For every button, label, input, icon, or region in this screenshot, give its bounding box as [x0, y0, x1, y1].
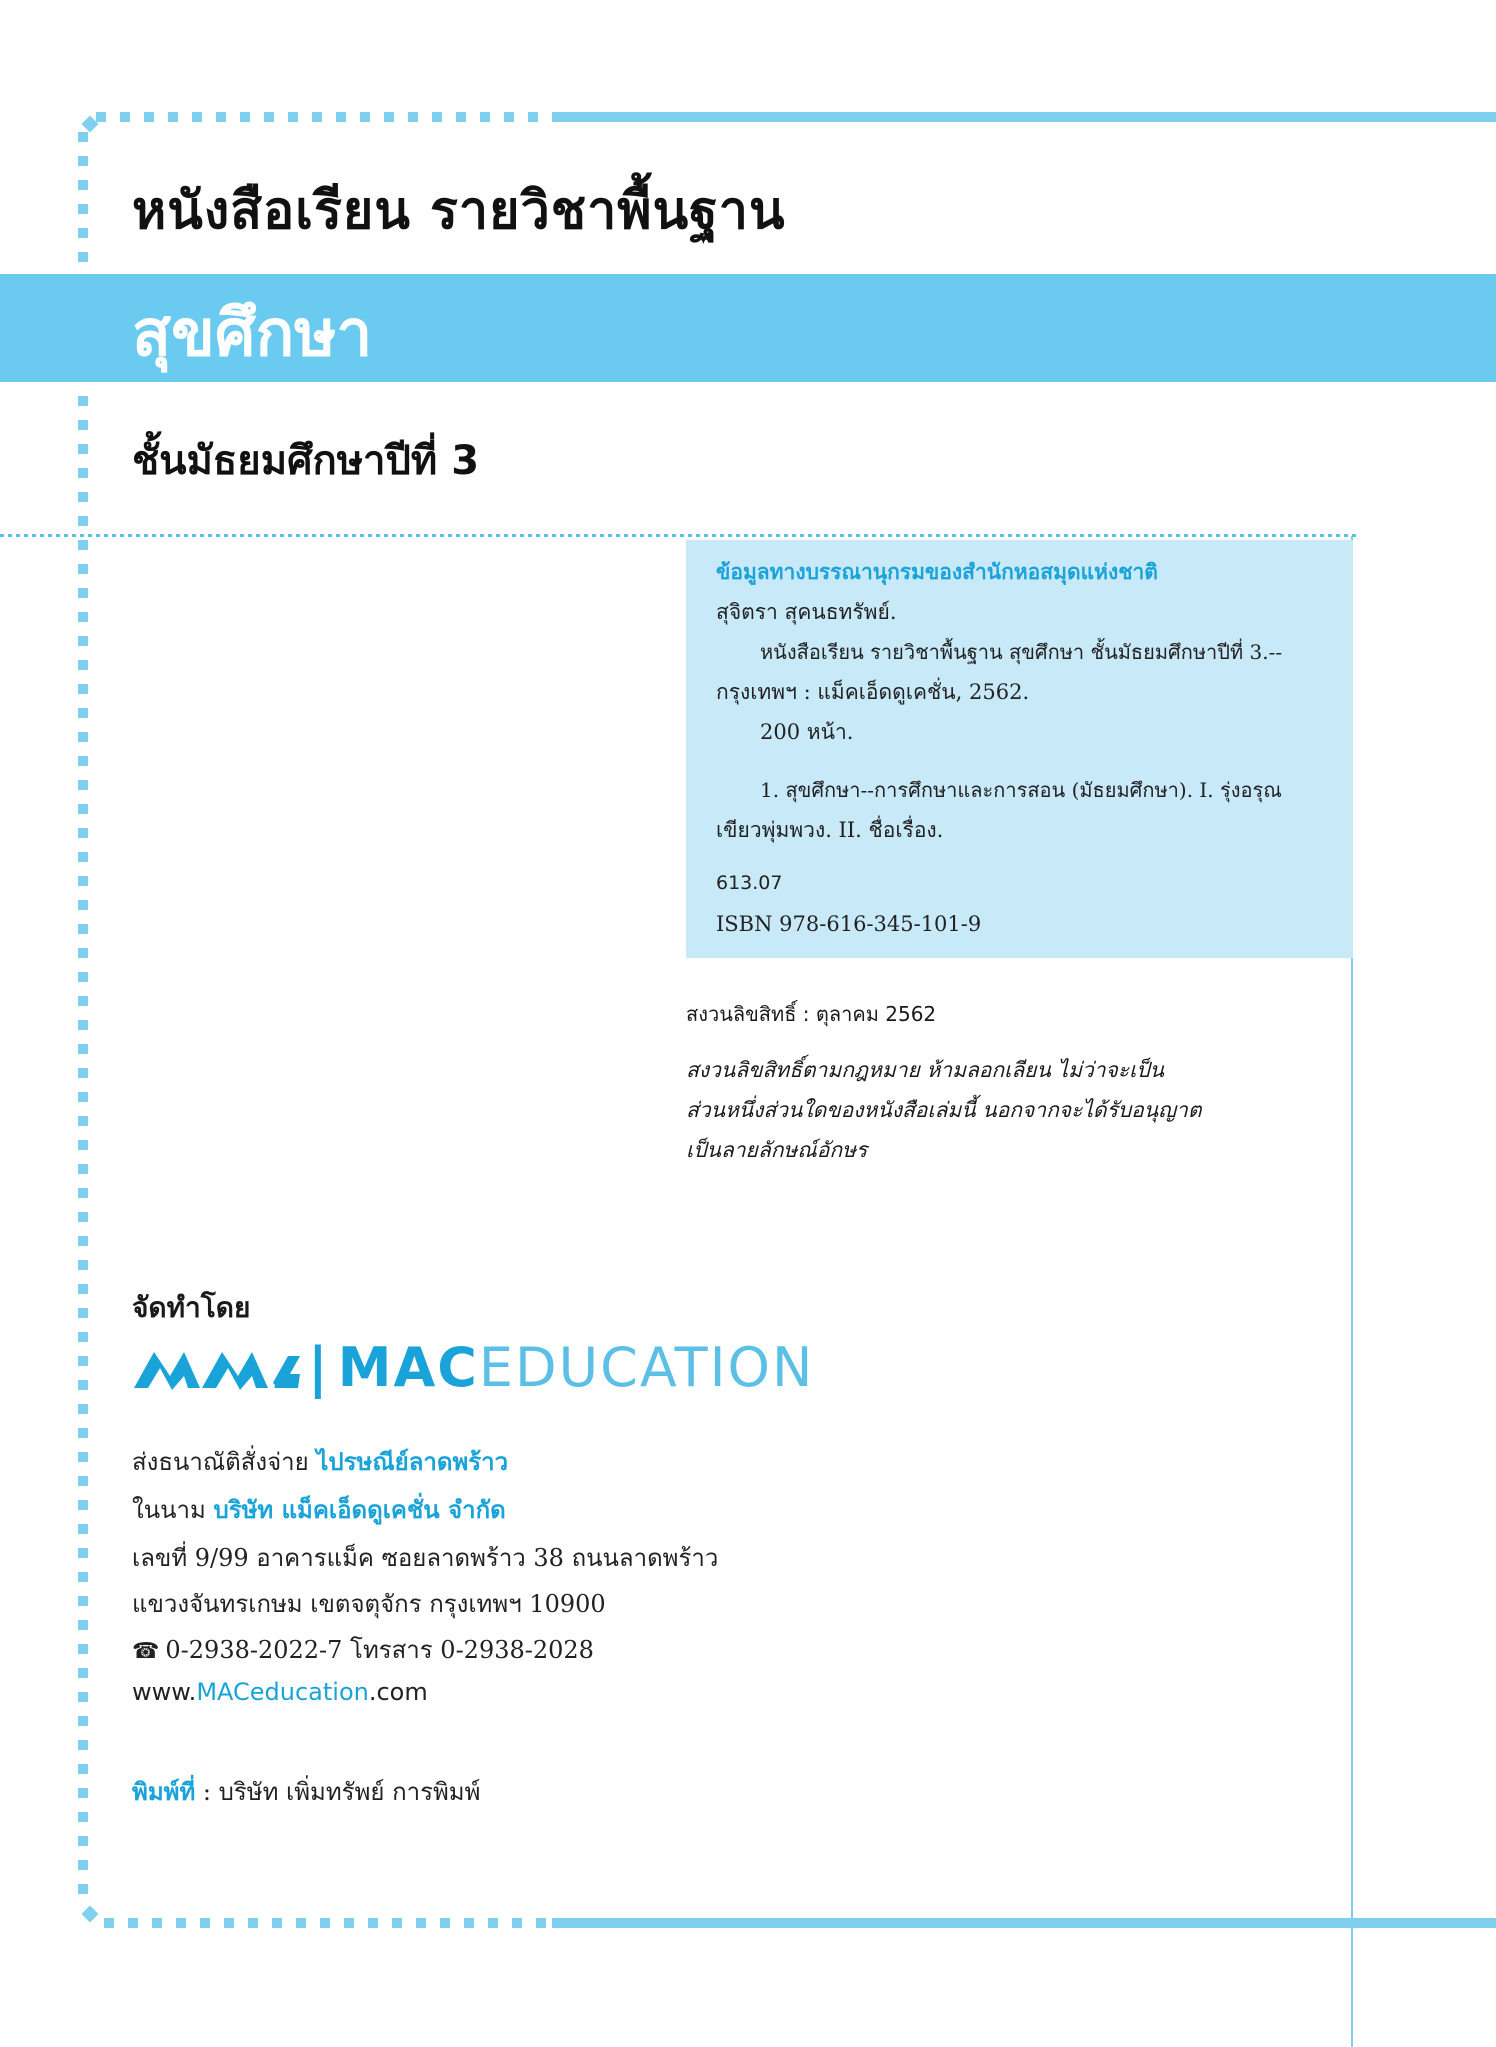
grade-level: ชั้นมัธยมศึกษาปีที่ 3 [132, 438, 480, 484]
dotted-divider [0, 534, 1356, 537]
phone-text: 0-2938-2022-7 โทรสาร 0-2938-2028 [165, 1636, 594, 1664]
address-line2: แขวงจันทรเกษม เขตจตุจักร กรุงเทพฯ 10900 [132, 1590, 606, 1618]
money-order-label: ส่งธนาณัติสั่งจ่าย [132, 1448, 309, 1476]
frame-corner-bottom [82, 1906, 99, 1923]
copyright-date: สงวนลิขสิทธิ์ : ตุลาคม 2562 [686, 1002, 937, 1026]
logo-divider: | [308, 1336, 330, 1399]
url-prefix: www. [132, 1678, 197, 1706]
phone-line [132, 1630, 594, 1669]
subject-title: สุขศึกษา [132, 297, 373, 371]
frame-bottom-solid [552, 1918, 1496, 1928]
made-by-label: จัดทำโดย [132, 1291, 251, 1324]
frame-top-dashes [96, 112, 550, 122]
url-suffix: .com [368, 1678, 428, 1706]
cip-author: สุจิตรา สุคนธทรัพย์. [716, 600, 897, 624]
cip-isbn: ISBN 978-616-345-101-9 [716, 912, 982, 936]
cip-heading: ข้อมูลทางบรรณานุกรมของสำนักหอสมุดแห่งชาติ [716, 560, 1158, 584]
mac-logo-mark-icon [132, 1338, 302, 1398]
copyright-note-line1: สงวนลิขสิทธิ์ตามกฎหมาย ห้ามลอกเลียน ไม่ว่าจะเป็น [686, 1058, 1164, 1082]
cip-pages: 200 หน้า. [760, 720, 854, 744]
cip-subject-line1: 1. สุขศึกษา--การศึกษาและการสอน (มัธยมศึกษา). I. รุ่งอรุณ [760, 778, 1282, 802]
cip-classification: 613.07 [716, 872, 783, 894]
frame-left-dashes [78, 132, 88, 1902]
address-line1: เลขที่ 9/99 อาคารแม็ค ซอยลาดพร้าว 38 ถนนลาดพร้าว [132, 1544, 719, 1572]
mac-education-logo [132, 1336, 815, 1399]
cip-subject-line2: เขียวพุ่มพวง. II. ชื่อเรื่อง. [716, 818, 944, 842]
money-order-value: ไปรษณีย์ลาดพร้าว [316, 1448, 509, 1476]
logo-wordmark [308, 1338, 814, 1398]
book-title: หนังสือเรียน รายวิชาพื้นฐาน [132, 181, 786, 241]
printer-line [132, 1772, 480, 1811]
company-name-value: บริษัท แม็คเอ็ดดูเคชั่น จำกัด [213, 1496, 506, 1524]
cip-title-line: หนังสือเรียน รายวิชาพื้นฐาน สุขศึกษา ชั้นมัธยมศึกษาปีที่ 3.-- [760, 640, 1283, 664]
copyright-note [686, 1050, 1201, 1170]
company-name-line [132, 1490, 506, 1529]
phone-icon: ☎ [132, 1639, 160, 1664]
printer-value: : บริษัท เพิ่มทรัพย์ การพิมพ์ [195, 1778, 481, 1806]
frame-bottom-dashes [104, 1918, 550, 1928]
frame-top-solid [552, 112, 1496, 122]
printer-label: พิมพ์ที่ [132, 1778, 196, 1806]
logo-text-bold: MAC [337, 1336, 479, 1399]
money-order-line [132, 1442, 508, 1481]
copyright-note-line2: ส่วนหนึ่งส่วนใดของหนังสือเล่มนี้ นอกจากจะได้รับอนุญาต [686, 1098, 1202, 1122]
company-name-label: ในนาม [132, 1496, 206, 1524]
website-link[interactable] [132, 1678, 428, 1706]
cip-box [686, 540, 1353, 958]
copyright-note-line3: เป็นลายลักษณ์อักษร [686, 1138, 868, 1162]
url-main: MACeducation [196, 1678, 369, 1706]
cip-publisher: กรุงเทพฯ : แม็คเอ็ดดูเคชั่น, 2562. [716, 680, 1030, 704]
logo-text-light: EDUCATION [478, 1336, 815, 1399]
